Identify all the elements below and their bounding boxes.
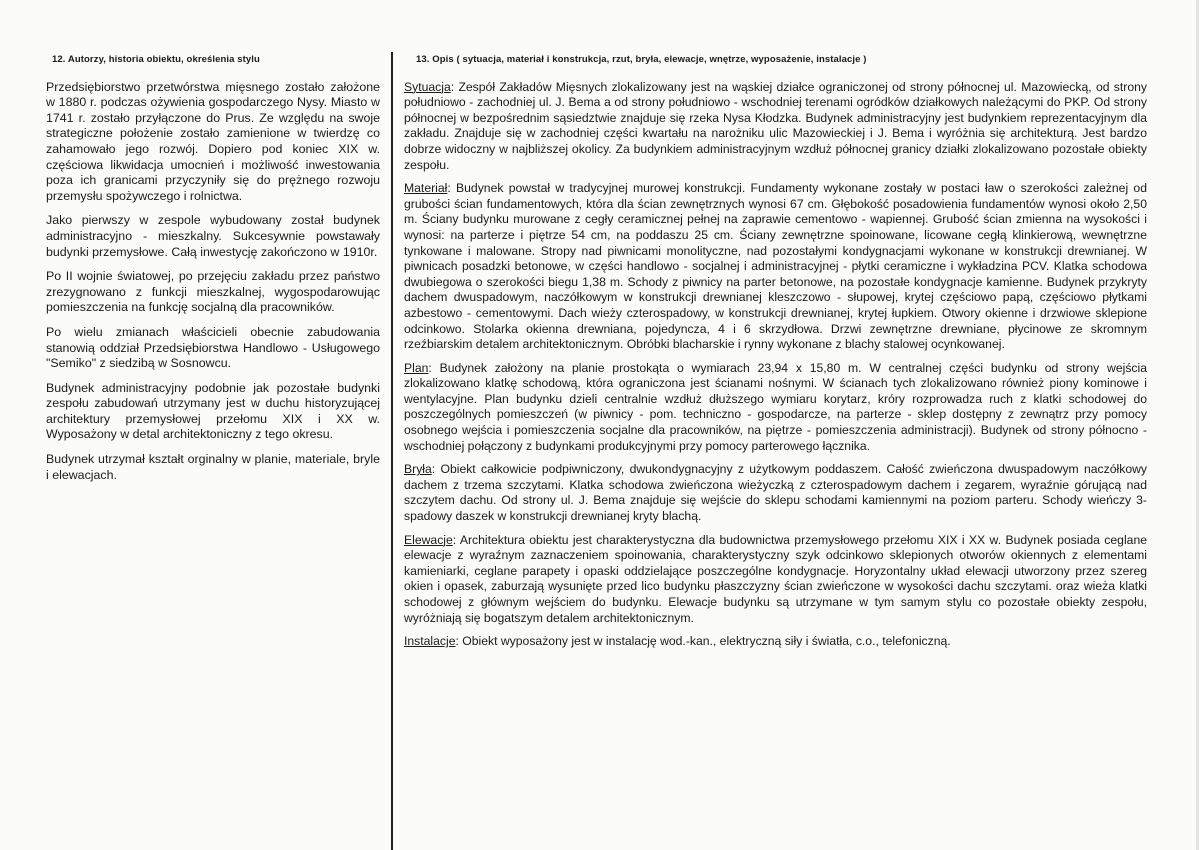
history-paragraph-4: Po wielu zmianach właścicieli obecnie zabudowania stanowią oddział Przedsiębiorstwa Handlowo - Usługowego "Semiko" z siedzibą w Sosnowcu. [46, 324, 380, 371]
section-text: : Architektura obiektu jest charakterystyczna dla budownictwa przemysłowego przełomu XIX i XX w. Budynek posiada ceglane elewacje z wyraźnym zaznaczeniem spoinowania, charakterystyczny szyk odcinkowo sklepionych otworów okiennych z elementami kamieniarki, ceglane parapety i opaski oddzielające poszczególne kondygnacje. Horyzontalny układ elewacji utworzony przez szereg okien i opasek, zaburzają wysunięte przed lico budynku płaszczyzny ścian zwieńczone w wysokości dachu szczytami. oraz wieża klatki schodowej z głównym wejściem do budynku. Elewacje budynku są utrzymane w tym samym stylu co pozostałe obiekty zespołu, wyróżniają się bogatszym detalem architektonicznym. [404, 532, 1147, 625]
section-text: : Obiekt całkowicie podpiwniczony, dwukondygnacyjny z użytkowym poddaszem. Całość zwieńczona dwuspadowym naczółkowy dachem z trzema szczytami. Klatka schodowa zwieńczona wieżyczką z czterospadowym dachem i zegarem, wyraźnie górującą nad szczytem dachu. Od strony ul. J. Bema znajduje się wejście do sklepu schodami kamiennymi na poziom parteru. Schody wieńczy 3-spadowy daszek w konstrukcji drewnianej kryty blachą. [404, 462, 1147, 524]
right-column [404, 52, 1147, 658]
section-label: Instalacje [404, 634, 456, 649]
section-label: Sytuacja [404, 79, 451, 94]
section-sytuacja [404, 80, 1147, 174]
section-label: Materiał [404, 181, 448, 196]
section-label: Plan [404, 360, 429, 375]
history-paragraph-1: Przedsiębiorstwo przetwórstwa mięsnego zostało założone w 1880 r. podczas ożywienia gospodarczego Nysy. Miasto w 1741 r. zostało przyłączone do Prus. Ze względu na swoje strategiczne położenie zostało zamienione w twierdzę co zahamowało jego rozwój. Dopiero pod koniec XIX w. częściowa likwidacja umocnień i możliwość inwestowania poza ich granicami przyczyniły się do prężnego rozwoju przemysłu spożywczego i rolnictwa. [46, 79, 380, 203]
section-text: : Zespół Zakładów Mięsnych zlokalizowany jest na wąskiej działce ograniczonej od strony północnej ul. Mazowiecką, od strony południowo - zachodniej ul. J. Bema a od strony południowo - wschodniej terenami ogródków działkowych należącymi do PKP. Od strony północnej w bezpośrednim sąsiedztwie znajduje się rzeka Nysa Kłodzka. Budynek administracyjny jest budynkiem reprezentacyjnym dla zakładu. Znajduje się w zachodniej części kwartału na narożniku ulic Mazowieckiej i J. Bema i wyróżnia się architekturą. Jest bardzo dobrze widoczny w najbliższej okolicy. Za budynkiem administracyjnym wzdłuż północnej granicy działki zlokalizowano pozostałe obiekty zespołu. [404, 79, 1147, 172]
section-elewacje [404, 533, 1147, 627]
section-text: : Budynek powstał w tradycyjnej murowej konstrukcji. Fundamenty wykonane zostały w postaci ław o szerokości zależnej od grubości ścian fundamentowych, która dla ścian zewnętrznych wynosi 67 cm. Głębokość posadowienia fundamentów wynosi około 2,50 m. Ściany budynku murowane z cegły ceramicznej pełnej na zaprawie cementowo - wapiennej. Grubość ścian zmienna na wysokości i wynosi: na parterze i piętrze 54 cm, na poddaszu 25 cm. Ściany zewnętrzne spoinowane, licowane cegłą klinkierową, wewnętrzne tynkowane i malowane. Stropy nad piwnicami monolityczne, nad pozostałymi kondygnacjami wykonane w konstrukcji drewnianej. W piwnicach posadzki betonowe, w części handlowo - socjalnej i administracyjnej - płytki ceramiczne i wykładzina PCV. Klatka schodowa dwubiegowa o szerokości biegu 1,38 m. Schody z piwnicy na parter betonowe, na pozostałe kondygnacje kamienne. Budynek przykryty dachem dwuspadowym, naczółkowym w konstrukcji drewnianej kleszczowo - słupowej, krytej częściowo papą, częściowo płytkami azbestowo - cementowymi. Dach wieży czterospadowy, w konstrukcji drewnianej, krytej łupkiem. Otwory okienne i drzwiowe sklepione odcinkowo. Stolarka okienna drewniana, pojedyncza, 4 i 6 skrzydłowa. Drzwi zewnętrzne drewniane, płycinowe ze skromnym rzeźbiarskim detalem architektonicznym. Obróbki blacharskie i rynny wykonane z blachy stalowej ocynkowanej. [404, 181, 1147, 352]
history-paragraph-6: Budynek utrzymał kształt orginalny w planie, materiale, bryle i elewacjach. [46, 452, 380, 482]
section-label: Elewacje [404, 532, 453, 547]
section-text: : Budynek założony na planie prostokąta o wymiarach 23,94 x 15,80 m. W centralnej części budynku od strony wejścia zlokalizowano klatkę schodową, która ograniczona jest ścianami nośnymi. W ścianach tych zlokalizowano również piony kominowe i wentylacyjne. Plan budynku dzieli centralnie wzdłuż dłuższego wymiaru korytarz, króry rozprowadza ruch z klatki schodowej do poszczególnych pomieszczeń (w piwnicy - pom. techniczno - gospodarcze, na parterze - sklep dostępny z zewnątrz przy pomocy osobnego wejścia i pomieszczenia socjalne dla pracowników, na piętrze - pomieszczenia administracji). Budynek od strony północno - wschodniej połączony z budynkami produkcyjnymi przy pomocy parterowego łącznika. [404, 360, 1147, 453]
section-text: : Obiekt wyposażony jest w instalację wod.-kan., elektryczną siły i światła, c.o., telefoniczną. [455, 634, 951, 649]
section-12-heading: 12. Autorzy, historia obiektu, określenia stylu [52, 54, 260, 65]
history-paragraph-3: Po II wojnie światowej, po przejęciu zakładu przez państwo zrezygnowano z funkcji mieszkalnej, wygospodarowując pomieszczenia na funkcję socjalną dla pracowników. [46, 269, 380, 315]
section-13-heading: 13. Opis ( sytuacja, materiał i konstrukcja, rzut, bryła, elewacje, wnętrze, wyposażenie, instalacje ) [416, 54, 867, 65]
history-paragraph-5: Budynek administracyjny podobnie jak pozostałe budynki zespołu zabudowań utrzymany jest w duchu historyzującej architektury przemysłowej przełomu XIX i XX w. Wyposażony w detal architektoniczny z tego okresu. [46, 380, 380, 442]
column-divider [391, 52, 393, 850]
section-instalacje [404, 634, 1147, 650]
history-paragraph-2: Jako pierwszy w zespole wybudowany został budynek administracyjno - mieszkalny. Sukcesywnie powstawały budynki przemysłowe. Całą inwestycję zakończono w 1910r. [46, 213, 380, 259]
section-bryla [404, 462, 1147, 524]
section-plan [404, 361, 1147, 455]
left-column [46, 52, 380, 492]
section-label: Bryła [404, 462, 432, 477]
section-material [404, 181, 1147, 353]
